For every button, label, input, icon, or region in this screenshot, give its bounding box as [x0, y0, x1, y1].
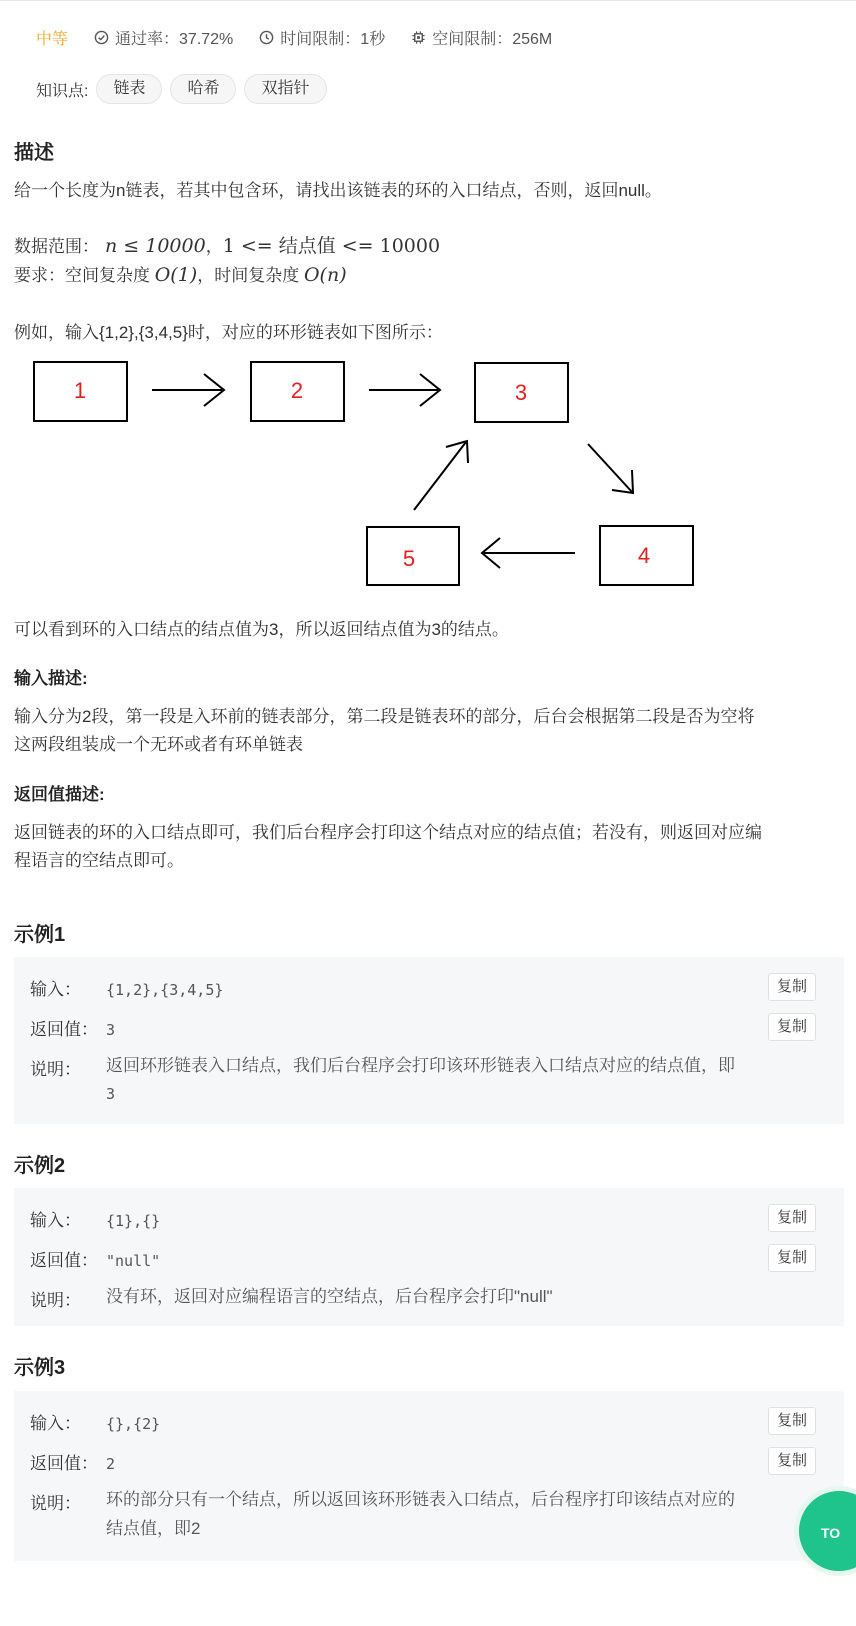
- copy-output-button[interactable]: 复制: [768, 1447, 816, 1475]
- description-intro: 给一个长度为n链表，若其中包含环，请找出该链表的环的入口结点，否则，返回null。: [14, 181, 662, 200]
- example-3-input-value: {},{2}: [106, 1415, 161, 1433]
- data-range-label: 数据范围：: [14, 237, 99, 256]
- complexity-requirement: [14, 261, 347, 286]
- example-2-title: 示例2: [14, 1155, 66, 1177]
- return-label: 返回值：: [30, 1454, 98, 1473]
- input-label: 输入：: [30, 1211, 81, 1230]
- input-desc-heading: 输入描述:: [14, 669, 88, 688]
- arrow-4-5: [482, 538, 575, 568]
- tag-hash[interactable]: 哈希: [170, 74, 236, 104]
- node-1: [34, 362, 127, 421]
- explain-label: 说明：: [30, 1291, 81, 1310]
- example-3-explain-line-1: 环的部分只有一个结点，所以返回该环形链表入口结点，后台程序打印该结点对应的: [106, 1490, 735, 1509]
- example-2-explain-line-1: 没有环，返回对应编程语言的空结点，后台程序会打印"null": [106, 1287, 553, 1306]
- copy-input-button[interactable]: 复制: [768, 973, 816, 1001]
- copy-output-button[interactable]: 复制: [768, 1244, 816, 1272]
- problem-meta: [36, 26, 578, 48]
- copy-output-button[interactable]: 复制: [768, 1013, 816, 1041]
- example-1-title: 示例1: [14, 924, 66, 946]
- example-1-input-value: {1,2},{3,4,5}: [106, 981, 224, 999]
- node-4-label: 4: [637, 543, 651, 568]
- data-range-math-2: 1 <= 结点值 <= 10000: [222, 235, 441, 257]
- req-space-math: O(1): [154, 264, 198, 286]
- input-label: 输入：: [30, 980, 81, 999]
- arrow-3-4: [588, 444, 633, 493]
- req-time-math: O(n): [303, 264, 347, 286]
- copy-input-button[interactable]: 复制: [768, 1407, 816, 1435]
- node-5: [367, 527, 459, 585]
- return-desc-line-1: 返回链表的环的入口结点即可，我们后台程序会打印这个结点对应的结点值；若没有，则返回对应编: [14, 823, 762, 842]
- example-1-explain-line-2: 3: [106, 1085, 116, 1103]
- example-2-output-value: "null": [106, 1252, 161, 1270]
- tag-linked-list[interactable]: 链表: [96, 74, 162, 104]
- explain-label: 说明：: [30, 1060, 81, 1079]
- data-range-math-1: n ≤ 10000: [105, 235, 206, 257]
- back-to-top-label: TO: [821, 1525, 841, 1541]
- time-limit-text: 时间限制：1秒: [280, 30, 386, 48]
- tag-two-pointers[interactable]: 双指针: [244, 74, 326, 104]
- example-1-explain-line-1: 返回环形链表入口结点，我们后台程序会打印该环形链表入口结点对应的结点值，即: [106, 1056, 735, 1075]
- explain-label: 说明：: [30, 1494, 81, 1513]
- example-3-explanation: [106, 1485, 806, 1543]
- node-3-label: 3: [514, 380, 528, 405]
- chip-icon: [411, 30, 426, 45]
- pass-rate-text: 通过率：37.72%: [115, 30, 234, 48]
- example-2-explain-row: [30, 1286, 106, 1311]
- example-2-input-row: [30, 1206, 160, 1231]
- input-desc-line-1: 输入分为2段，第一段是入环前的链表部分，第二段是链表环的部分，后台会根据第二段是否为空将: [14, 707, 755, 726]
- example-1-output-row: [30, 1015, 115, 1040]
- req-label: 要求：空间复杂度: [14, 266, 150, 285]
- node-5-label: 5: [402, 546, 416, 571]
- tags-label: 知识点:: [36, 82, 89, 100]
- return-desc-line-2: 程语言的空结点即可。: [14, 851, 184, 870]
- example-2-output-row: [30, 1246, 160, 1271]
- arrow-2-3: [369, 374, 440, 406]
- input-label: 输入：: [30, 1414, 81, 1433]
- example-1-explanation: [106, 1051, 806, 1109]
- top-divider: [0, 0, 856, 1]
- req-mid: ，时间复杂度: [197, 266, 300, 285]
- example-2-input-value: {1},{}: [106, 1212, 161, 1230]
- time-limit: [259, 26, 385, 49]
- diagram-conclusion: 可以看到环的入口结点的结点值为3，所以返回结点值为3的结点。: [14, 620, 509, 639]
- example-3-output-row: [30, 1449, 115, 1474]
- example-2-explanation: [106, 1282, 806, 1311]
- copy-input-button[interactable]: 复制: [768, 1204, 816, 1232]
- node-3: [475, 363, 568, 422]
- knowledge-tags: [36, 74, 327, 104]
- example-1-explain-row: [30, 1055, 106, 1080]
- node-1-label: 1: [73, 378, 87, 403]
- return-label: 返回值：: [30, 1020, 98, 1039]
- example-1-box: [14, 957, 844, 1124]
- description-heading: 描述: [14, 142, 54, 164]
- pass-rate: [94, 26, 233, 49]
- example-3-box: [14, 1391, 844, 1561]
- example-3-output-value: 2: [106, 1455, 116, 1473]
- node-4: [600, 526, 693, 585]
- node-2: [251, 362, 344, 421]
- check-circle-icon: [94, 30, 109, 45]
- example-3-input-row: [30, 1409, 160, 1434]
- data-range: 数据范围： n ≤ 10000，1 <= 结点值 <= 10000: [14, 235, 441, 257]
- example-intro: 例如，输入{1,2},{3,4,5}时，对应的环形链表如下图所示：: [14, 323, 443, 342]
- input-desc-line-2: 这两段组装成一个无环或者有环单链表: [14, 735, 303, 754]
- arrow-1-2: [152, 374, 224, 406]
- example-1-output-value: 3: [106, 1021, 116, 1039]
- example-3-explain-row: [30, 1489, 106, 1514]
- return-desc-heading: 返回值描述:: [14, 785, 105, 804]
- example-3-title: 示例3: [14, 1357, 66, 1379]
- return-label: 返回值：: [30, 1251, 98, 1270]
- difficulty-badge: 中等: [36, 30, 69, 48]
- example-2-box: [14, 1188, 844, 1326]
- example-1-input-row: [30, 975, 223, 1000]
- space-limit-text: 空间限制：256M: [432, 30, 553, 48]
- arrow-5-3: [414, 441, 468, 510]
- node-2-label: 2: [290, 378, 304, 403]
- clock-icon: [259, 30, 274, 45]
- example-3-explain-line-2: 结点值，即2: [106, 1519, 201, 1538]
- linked-list-diagram: [22, 352, 712, 597]
- space-limit: [411, 26, 552, 49]
